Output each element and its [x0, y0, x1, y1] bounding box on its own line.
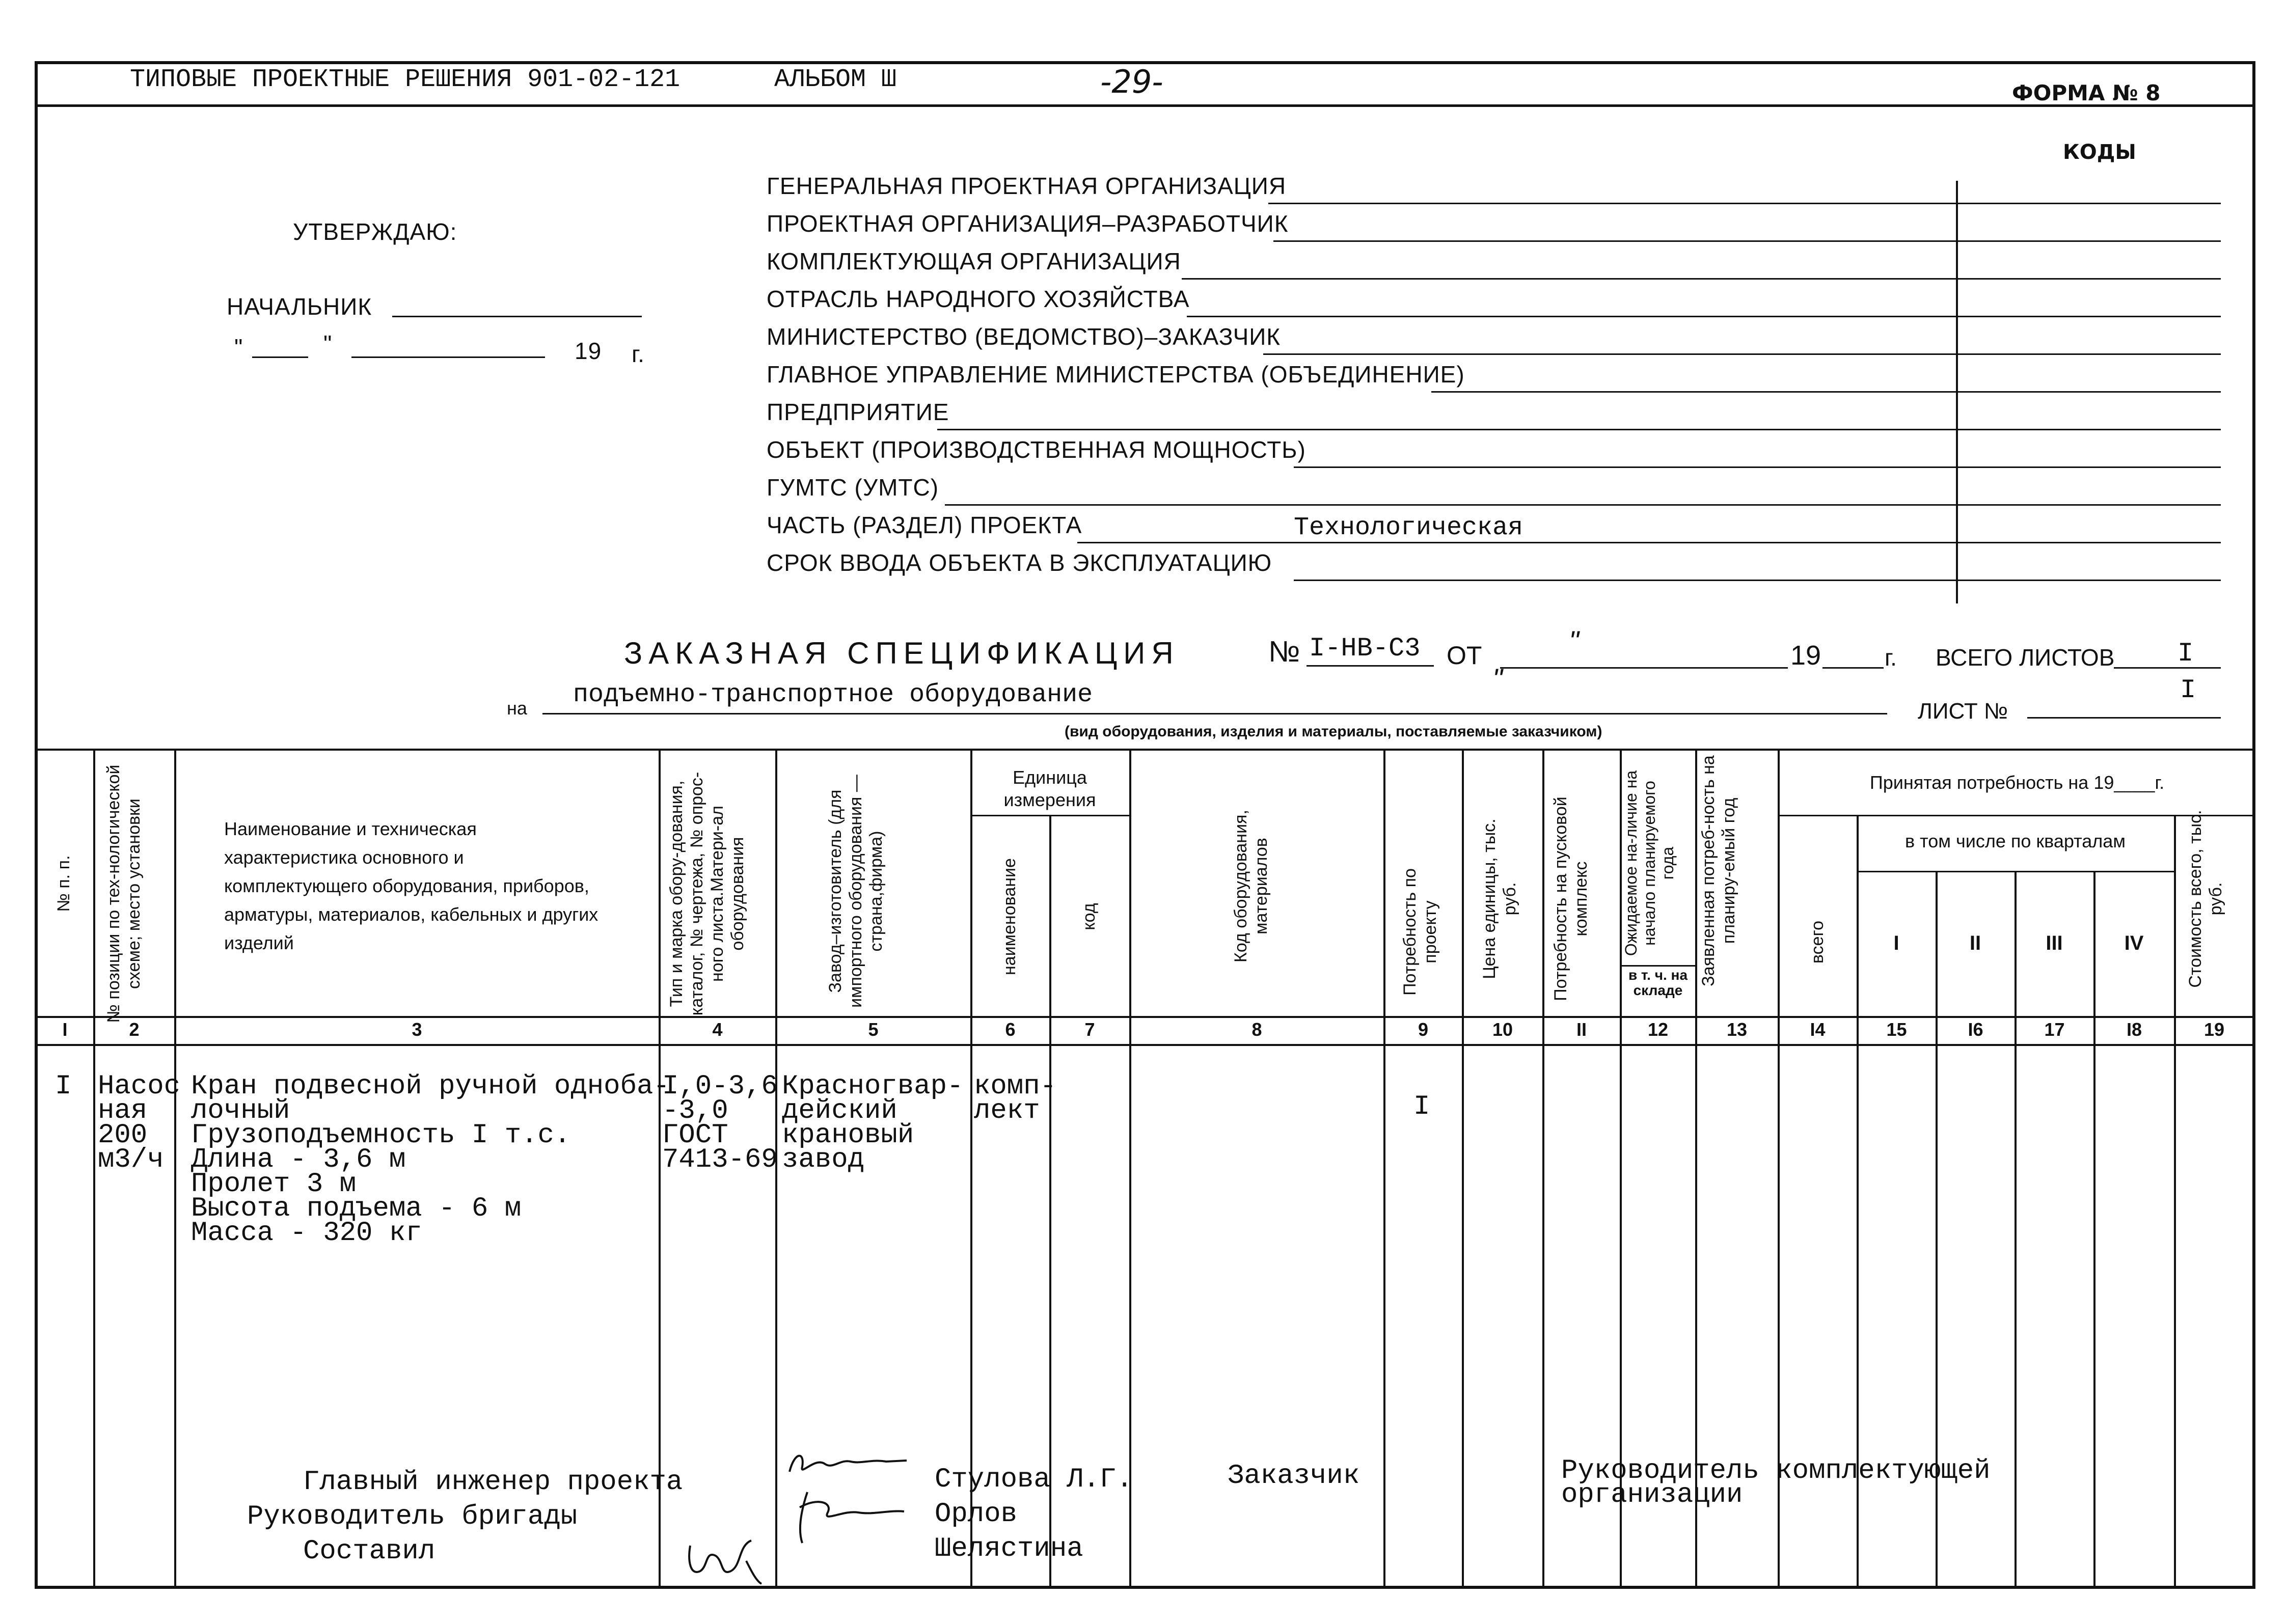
header-c9: Потребность по проекту: [1400, 868, 1440, 996]
spec-from-label: ОТ: [1447, 641, 1482, 670]
header-quarter-group: в том числе по кварталам: [1904, 831, 2126, 851]
spec-quote-2: ": [1492, 663, 1503, 695]
header-c5: Завод–изготовитель (для импортного оборудования —страна,фирма): [826, 775, 886, 1008]
row-position: м3/ч: [98, 1144, 164, 1175]
col-number: II: [1576, 1019, 1587, 1040]
spec-quote-1: ": [1569, 625, 1579, 657]
name-orlov: Орлов: [935, 1499, 1018, 1530]
sheets-total-label: ВСЕГО ЛИСТОВ: [1936, 644, 2115, 671]
approval-year: 19: [575, 338, 602, 364]
header-c11: Потребность на пусковой комплекс: [1551, 796, 1591, 1001]
org-field-line: [945, 504, 2221, 506]
col-line: [1542, 749, 1544, 1589]
header-c4: Тип и марка обору-дования, каталог, № чертежа, № опрос-ного листа.Матери-ал оборудования: [667, 772, 747, 1016]
col-line: [2093, 871, 2096, 1589]
top-bar-divider: [35, 104, 2255, 107]
row-number: I: [55, 1071, 72, 1102]
col-number: 6: [1005, 1019, 1016, 1040]
spec-number-line: [1307, 665, 1434, 667]
row-position: ная: [98, 1095, 148, 1126]
org-field-label: ПРОЕКТНАЯ ОРГАНИЗАЦИЯ–РАЗРАБОТЧИК: [767, 210, 1289, 237]
spec-date-line: [1500, 667, 1788, 669]
table-top-line: [35, 749, 2255, 751]
spec-on-label: на: [507, 698, 527, 719]
org-field-line: [1273, 240, 2221, 242]
row-unit: комп-: [974, 1071, 1057, 1102]
col-number: I6: [1968, 1019, 1983, 1040]
row-name: Длина - 3,6 м: [191, 1144, 406, 1175]
col-number: I: [62, 1019, 68, 1040]
spec-year: 19: [1790, 640, 1821, 671]
sheets-total-line: [2114, 667, 2221, 669]
header-c10: Цена единицы, тыс. руб.: [1480, 818, 1519, 979]
row-qty: I: [1413, 1091, 1430, 1122]
handwritten-signature-1: [784, 1446, 912, 1487]
date-quote-close: ": [323, 331, 333, 357]
customer-label: Заказчик: [1228, 1461, 1360, 1492]
col-line: [1129, 749, 1131, 1589]
row-position: Насос: [98, 1071, 181, 1102]
col-number: 5: [868, 1019, 879, 1040]
org-field-line: [1294, 580, 2221, 581]
col-number: 17: [2044, 1019, 2065, 1040]
spec-number-label: №: [1268, 635, 1300, 668]
col-number: 19: [2203, 1019, 2225, 1040]
org-field-line: [937, 429, 2221, 430]
header-c6: наименование: [1000, 858, 1019, 975]
header-c17: III: [2046, 932, 2063, 954]
row-maker: Красногвар-: [782, 1071, 964, 1102]
spec-number: I-НВ-С3: [1309, 634, 1421, 664]
col-line: [970, 749, 972, 1589]
org-field-line: [1182, 278, 2221, 280]
name-shelyastina: Шелястина: [935, 1533, 1083, 1564]
org-field-label: МИНИСТЕРСТВО (ВЕДОМСТВО)–ЗАКАЗЧИК: [767, 323, 1281, 350]
org-field-line: [1294, 466, 2221, 468]
org-field-label: ПРЕДПРИЯТИЕ: [767, 399, 949, 425]
org-field-label: КОМПЛЕКТУЮЩАЯ ОРГАНИЗАЦИЯ: [767, 248, 1181, 274]
date-day-line: [252, 356, 308, 358]
spec-title: ЗАКАЗНАЯ СПЕЦИФИКАЦИЯ: [624, 636, 1180, 670]
header-c18: IV: [2124, 932, 2144, 954]
org-field-line: [1268, 203, 2221, 204]
equipment-line: [542, 713, 1887, 714]
header-c13: Заявленная потреб-ность на планиру-емый год: [1699, 755, 1738, 986]
row-maker: крановый: [782, 1120, 914, 1151]
approve-label: УТВЕРЖДАЮ:: [293, 218, 457, 245]
col-line: [659, 749, 661, 1589]
table-colnum-bottom-line: [35, 1044, 2255, 1046]
row-name: Высота подъема - 6 м: [191, 1193, 522, 1224]
head-signature-line: [392, 316, 642, 317]
header-c14: всего: [1808, 920, 1827, 964]
equipment-type: подъемно-транспортное оборудование: [573, 680, 1093, 709]
c12-sub-line: [1620, 965, 1695, 967]
approval-year-suffix: г.: [632, 341, 645, 367]
col-number: 4: [712, 1019, 723, 1040]
col-number: 15: [1886, 1019, 1907, 1040]
sheets-total: I: [2178, 639, 2194, 669]
spec-year-suffix: г.: [1885, 644, 1897, 671]
header-c12: Ожидаемое на-личие на начало планируемого года: [1622, 770, 1677, 956]
col-number: 12: [1647, 1019, 1669, 1040]
row-type: -3,0: [662, 1095, 728, 1126]
row-name: Масса - 320 кг: [191, 1218, 422, 1249]
sheet-number: I: [2180, 675, 2196, 705]
header-c8: Код оборудования, материалов: [1231, 810, 1271, 962]
chief-engineer-label: Главный инженер проекта: [303, 1467, 683, 1498]
compiled-label: Составил: [303, 1536, 436, 1567]
org-field-label: ГЕНЕРАЛЬНАЯ ПРОЕКТНАЯ ОРГАНИЗАЦИЯ: [767, 173, 1287, 199]
project-part-value: Технологическая: [1294, 513, 1523, 542]
col-number: 10: [1492, 1019, 1513, 1040]
col-number: 7: [1084, 1019, 1095, 1040]
row-name: Кран подвесной ручной однoба-: [191, 1071, 670, 1102]
org-field-label: ЧАСТЬ (РАЗДЕЛ) ПРОЕКТА: [767, 512, 1082, 538]
org-field-line: [1077, 542, 2221, 543]
sheet-line: [2027, 717, 2221, 719]
row-type: ГОСТ: [662, 1120, 728, 1151]
org-field-label: ГЛАВНОЕ УПРАВЛЕНИЕ МИНИСТЕРСТВА (ОБЪЕДИНЕНИЕ): [767, 361, 1465, 388]
col-number: 2: [129, 1019, 140, 1040]
form-number: ФОРМА № 8: [2012, 80, 2161, 105]
col-line: [1383, 749, 1385, 1589]
name-stulova: Стулова Л.Г.: [935, 1464, 1133, 1495]
head-label: НАЧАЛЬНИК: [227, 293, 372, 320]
header-c19: Стоимость всего, тыс. руб.: [2186, 810, 2225, 988]
date-quote-open: ": [234, 334, 243, 361]
row-position: 200: [98, 1120, 148, 1151]
supplier-org-label: организации: [1561, 1479, 1743, 1510]
header-c2: № позиции по тех-нологической схеме; место установки: [104, 764, 144, 1023]
spec-year-line: [1822, 667, 1884, 669]
row-maker: дейский: [782, 1095, 897, 1126]
handwritten-signature-2: [787, 1487, 909, 1548]
col-line: [174, 749, 176, 1589]
org-field-line: [1263, 353, 2221, 355]
sheet-label: ЛИСТ №: [1918, 699, 2008, 724]
col-number: 3: [412, 1019, 422, 1040]
row-type: I,0-3,6: [662, 1071, 778, 1102]
header-c16: II: [1969, 932, 1981, 954]
header-accepted-group: Принятая потребность на 19____г.: [1869, 772, 2165, 793]
col-line: [2174, 815, 2176, 1589]
supplier-head-label: Руководитель комплектующей: [1561, 1455, 1991, 1487]
series-title: ТИПОВЫЕ ПРОЕКТНЫЕ РЕШЕНИЯ 901-02-121: [130, 65, 681, 94]
table-header-bottom-line: [35, 1016, 2255, 1018]
row-name: Пролет 3 м: [191, 1169, 357, 1200]
date-month-line: [351, 356, 545, 358]
col-number: I8: [2126, 1019, 2142, 1040]
col-number: 13: [1726, 1019, 1748, 1040]
col-line: [93, 749, 95, 1589]
equipment-caption: (вид оборудования, изделия и материалы, поставляемые заказчиком): [1065, 723, 1602, 740]
header-unit-group: Единица измерения: [1003, 767, 1096, 810]
header-c3: Наименование и техническая характеристика основного и комплектующего оборудования, приборов, арматуры, материалов, кабельных и других изделий: [224, 818, 598, 953]
row-type: 7413-69: [662, 1144, 778, 1175]
page-number: -29-: [1100, 63, 1163, 100]
header-c7: код: [1079, 903, 1099, 930]
row-name: лочный: [191, 1095, 290, 1126]
org-field-line: [1187, 316, 2221, 317]
col-line: [1462, 749, 1464, 1589]
header-c15: I: [1893, 932, 1899, 954]
org-field-label: ГУМТС (УМТС): [767, 474, 939, 501]
org-field-line: [1431, 391, 2221, 393]
handwritten-signature-3: [680, 1530, 772, 1586]
org-field-label: СРОК ВВОДА ОБЪЕКТА В ЭКСПЛУАТАЦИЮ: [767, 549, 1272, 576]
org-field-label: ОБЪЕКТ (ПРОИЗВОДСТВЕННАЯ МОЩНОСТЬ): [767, 436, 1306, 463]
header-c12-sub: в т. ч. на складе: [1628, 967, 1688, 998]
accepted-group-line: [1778, 815, 2255, 816]
album-label: АЛЬБОМ Ш: [774, 65, 897, 94]
row-name: Грузоподъемность I т.с.: [191, 1120, 571, 1151]
col-number: 9: [1418, 1019, 1429, 1040]
row-unit: лект: [974, 1095, 1040, 1126]
row-maker: завод: [782, 1144, 865, 1175]
col-number: I4: [1810, 1019, 1826, 1040]
col-line: [2015, 871, 2017, 1589]
brigade-head-label: Руководитель бригады: [247, 1501, 578, 1532]
org-field-label: ОТРАСЛЬ НАРОДНОГО ХОЗЯЙСТВА: [767, 286, 1190, 312]
header-c1: № п. п.: [54, 855, 73, 912]
col-number: 8: [1251, 1019, 1262, 1040]
codes-label: КОДЫ: [2063, 141, 2136, 164]
